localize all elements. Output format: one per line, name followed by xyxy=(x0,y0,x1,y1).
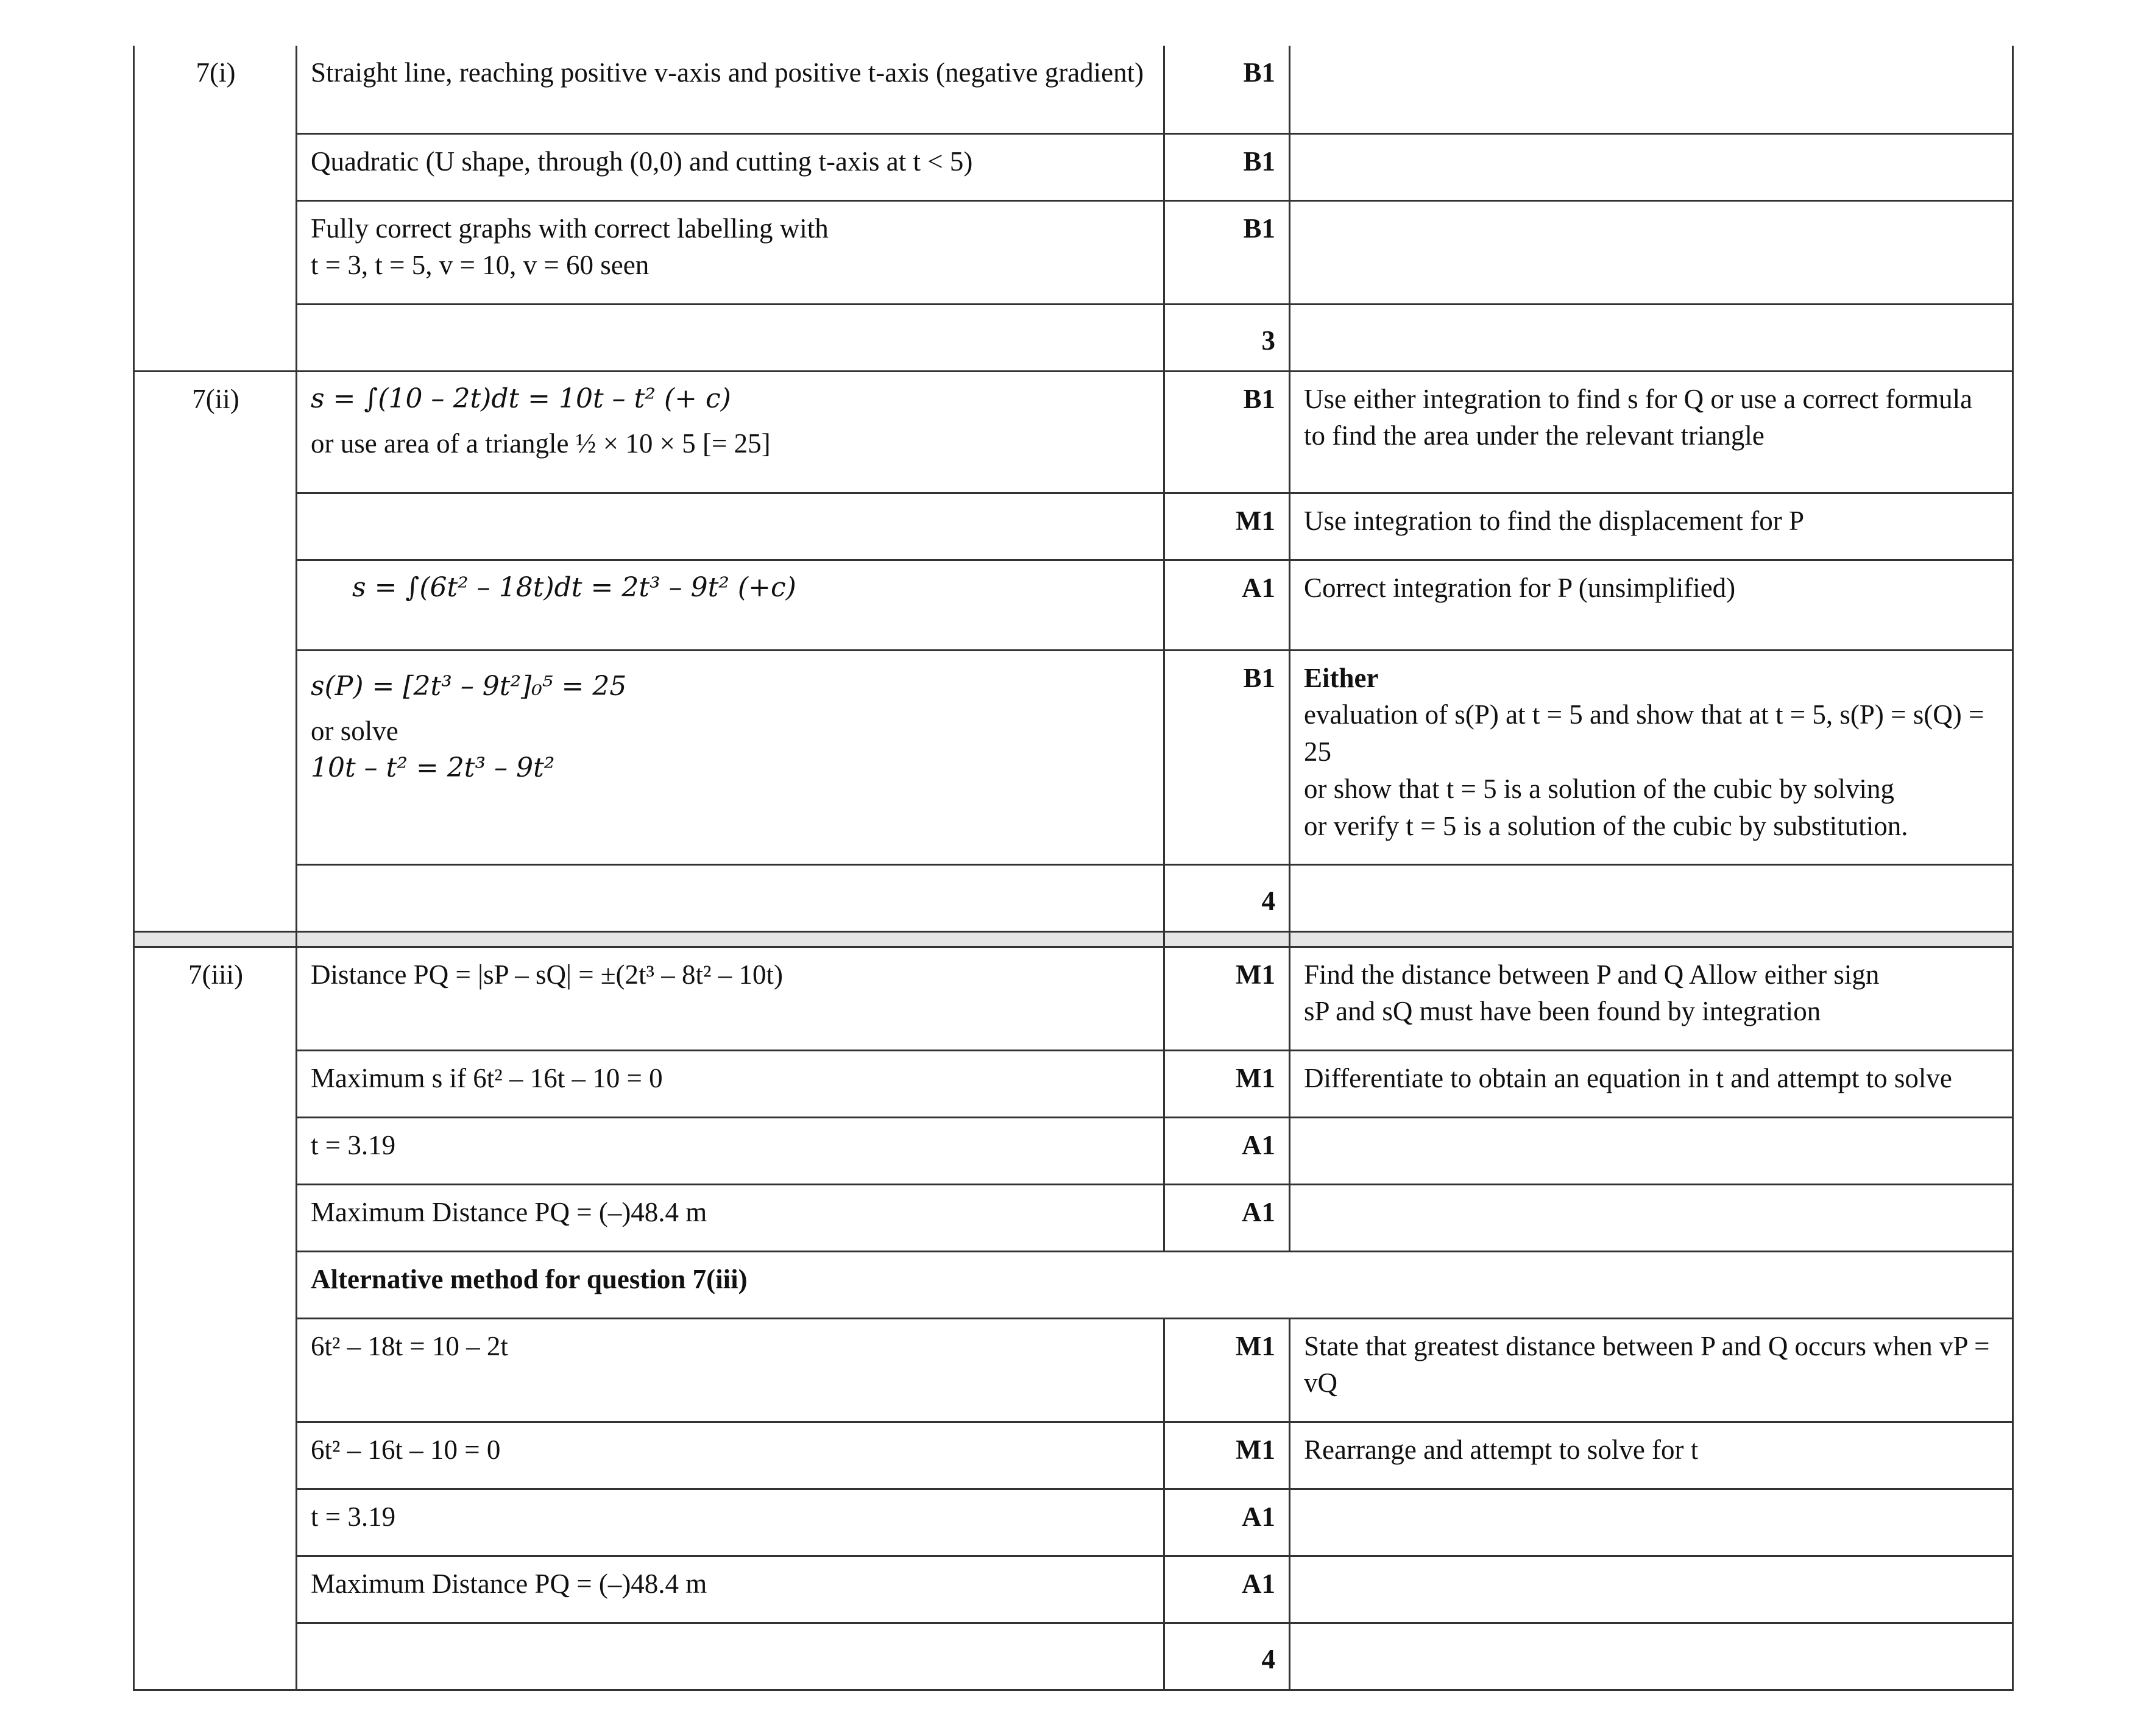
answer-line: t = 3, t = 5, v = 10, v = 60 seen xyxy=(311,250,650,281)
mark-cell: B1 xyxy=(1164,46,1290,133)
guidance-cell xyxy=(1290,46,2013,133)
table-row xyxy=(134,1184,2013,1251)
table-row xyxy=(134,371,2013,493)
total-row xyxy=(134,1623,2013,1690)
table-row xyxy=(134,133,2013,200)
integral-expression: s = ∫(10 – 2t)dt = 10t – t² (+ c) xyxy=(311,383,731,414)
guidance-line: sP and sQ must have been found by integration xyxy=(1304,996,1821,1027)
guidance-cell xyxy=(1290,1556,2013,1623)
guidance-cell xyxy=(1290,864,2013,931)
answer-line: or solve xyxy=(311,715,398,746)
table-row xyxy=(134,1489,2013,1556)
mark-cell: B1 xyxy=(1164,650,1290,864)
mark-scheme-sheet xyxy=(133,46,2012,1691)
table-row xyxy=(134,46,2013,133)
answer-cell: t = 3.19 xyxy=(297,1489,1164,1556)
mark-scheme-table xyxy=(133,46,2014,1691)
table-row xyxy=(134,560,2013,650)
answer-cell: Maximum Distance PQ = (–)48.4 m xyxy=(297,1556,1164,1623)
equation-line: 10t – t² = 2t³ – 9t² xyxy=(311,752,555,783)
mark-cell: M1 xyxy=(1164,1422,1290,1489)
guidance-line: or verify t = 5 is a solution of the cubic by substitution. xyxy=(1304,810,1908,841)
guidance-cell xyxy=(1290,133,2013,200)
answer-line: or use area of a triangle ½ × 10 × 5 [= 25] xyxy=(311,428,771,459)
guidance-cell: Differentiate to obtain an equation in t and attempt to solve xyxy=(1290,1050,2013,1117)
guidance-cell xyxy=(1290,1117,2013,1184)
mark-cell: B1 xyxy=(1164,133,1290,200)
total-mark: 3 xyxy=(1164,304,1290,371)
mark-cell: M1 xyxy=(1164,1050,1290,1117)
table-row xyxy=(134,200,2013,304)
guidance-cell xyxy=(1290,1489,2013,1556)
table-row xyxy=(134,650,2013,864)
table-row xyxy=(134,493,2013,560)
guidance-line: evaluation of s(P) at t = 5 and show that at t = 5, s(P) = s(Q) = 25 xyxy=(1304,699,1984,767)
mark-cell: B1 xyxy=(1164,200,1290,304)
table-row xyxy=(134,1422,2013,1489)
guidance-cell: Use either integration to find s for Q or use a correct formula to find the area under the relevant triangle xyxy=(1290,371,2013,493)
answer-cell xyxy=(297,560,1164,650)
section-divider xyxy=(134,931,2013,947)
answer-cell xyxy=(297,864,1164,931)
mark-cell: B1 xyxy=(1164,371,1290,493)
guidance-cell: Use integration to find the displacement for P xyxy=(1290,493,2013,560)
guidance-cell: Rearrange and attempt to solve for t xyxy=(1290,1422,2013,1489)
answer-cell xyxy=(297,304,1164,371)
alternative-method-heading: Alternative method for question 7(iii) xyxy=(297,1251,2013,1318)
guidance-cell xyxy=(1290,304,2013,371)
answer-cell xyxy=(297,493,1164,560)
answer-line: Fully correct graphs with correct labelling with xyxy=(311,213,829,244)
guidance-cell xyxy=(1290,947,2013,1050)
answer-cell: Quadratic (U shape, through (0,0) and cutting t-axis at t < 5) xyxy=(297,133,1164,200)
alternative-heading-row xyxy=(134,1251,2013,1318)
total-row xyxy=(134,864,2013,931)
answer-cell: Straight line, reaching positive v-axis and positive t-axis (negative gradient) xyxy=(297,46,1164,133)
guidance-cell xyxy=(1290,1184,2013,1251)
mark-cell: M1 xyxy=(1164,1318,1290,1422)
answer-cell xyxy=(297,371,1164,493)
mark-cell: A1 xyxy=(1164,1556,1290,1623)
table-row xyxy=(134,947,2013,1050)
answer-cell xyxy=(297,200,1164,304)
mark-cell: M1 xyxy=(1164,947,1290,1050)
answer-cell: Distance PQ = |sP – sQ| = ±(2t³ – 8t² – 10t) xyxy=(297,947,1164,1050)
guidance-line: Find the distance between P and Q Allow either sign xyxy=(1304,959,1880,990)
guidance-cell: State that greatest distance between P and Q occurs when vP = vQ xyxy=(1290,1318,2013,1422)
answer-cell: 6t² – 16t – 10 = 0 xyxy=(297,1422,1164,1489)
evaluation-expression: s(P) = [2t³ – 9t²]₀⁵ = 25 xyxy=(311,670,627,702)
answer-cell: 6t² – 18t = 10 – 2t xyxy=(297,1318,1164,1422)
mark-cell: A1 xyxy=(1164,1489,1290,1556)
guidance-cell xyxy=(1290,650,2013,864)
total-mark: 4 xyxy=(1164,1623,1290,1690)
mark-cell: A1 xyxy=(1164,560,1290,650)
answer-cell: Maximum s if 6t² – 16t – 10 = 0 xyxy=(297,1050,1164,1117)
mark-cell: M1 xyxy=(1164,493,1290,560)
table-row xyxy=(134,1117,2013,1184)
answer-cell xyxy=(297,650,1164,864)
guidance-cell xyxy=(1290,200,2013,304)
total-mark: 4 xyxy=(1164,864,1290,931)
table-row xyxy=(134,1050,2013,1117)
table-row xyxy=(134,1556,2013,1623)
question-label: 7(i) xyxy=(134,46,297,371)
answer-cell: Maximum Distance PQ = (–)48.4 m xyxy=(297,1184,1164,1251)
guidance-cell: Correct integration for P (unsimplified) xyxy=(1290,560,2013,650)
guidance-cell xyxy=(1290,1623,2013,1690)
table-row xyxy=(134,1318,2013,1422)
question-label: 7(iii) xyxy=(134,947,297,1690)
mark-cell: A1 xyxy=(1164,1184,1290,1251)
answer-cell xyxy=(297,1623,1164,1690)
mark-cell: A1 xyxy=(1164,1117,1290,1184)
question-label: 7(ii) xyxy=(134,371,297,931)
total-row xyxy=(134,304,2013,371)
guidance-line: or show that t = 5 is a solution of the cubic by solving xyxy=(1304,773,1895,804)
guidance-heading: Either xyxy=(1304,662,1379,693)
integral-expression: s = ∫(6t² – 18t)dt = 2t³ – 9t² (+c) xyxy=(352,571,796,603)
answer-cell: t = 3.19 xyxy=(297,1117,1164,1184)
